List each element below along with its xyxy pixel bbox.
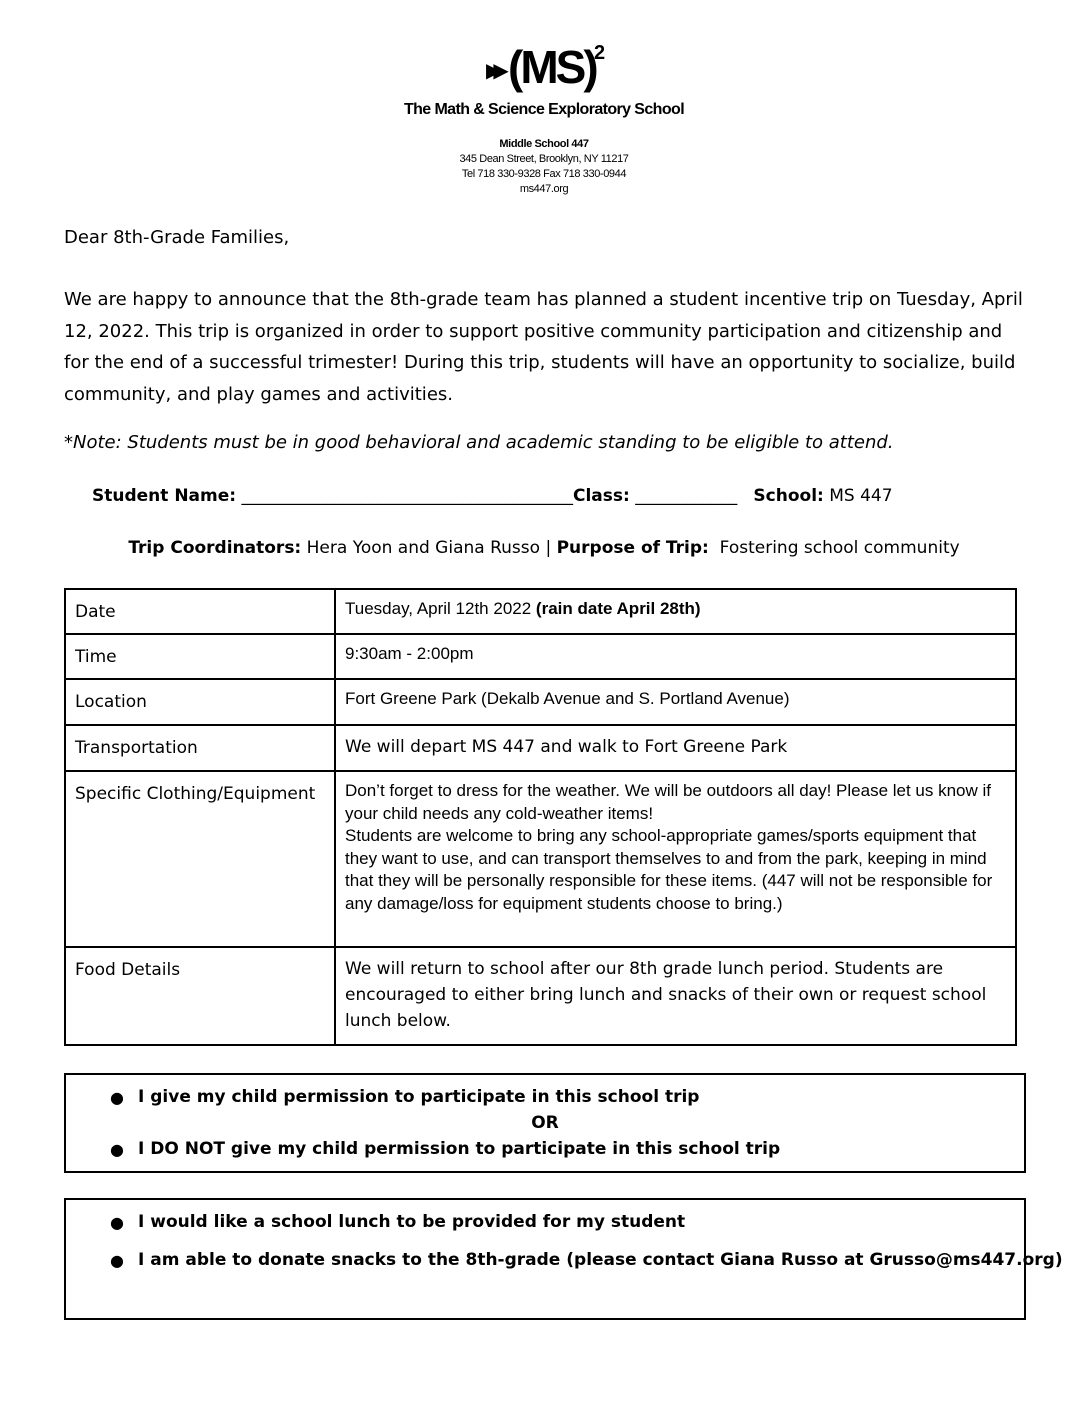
bullet-icon: ● xyxy=(110,1251,124,1270)
location-label: Location xyxy=(65,679,335,725)
transportation-label: Transportation xyxy=(65,725,335,771)
school-name: The Math & Science Exploratory School xyxy=(403,101,685,118)
school-lunch-option[interactable]: I would like a school lunch to be provided for my student xyxy=(138,1212,686,1232)
purpose-value: Fostering school community xyxy=(719,538,960,558)
logo-superscript: 2 xyxy=(594,42,606,64)
table-row xyxy=(65,947,1016,1045)
time-label: Time xyxy=(65,634,335,679)
trip-details-table xyxy=(64,588,1017,1046)
class-field[interactable]: ____________ xyxy=(635,486,738,506)
letter-greeting: Dear 8th-Grade Families, xyxy=(64,227,290,248)
school-logo xyxy=(486,40,616,100)
school-number: Middle School 447 xyxy=(499,138,589,150)
transportation-value: We will depart MS 447 and walk to Fort Greene Park xyxy=(335,725,1016,771)
food-label: Food Details xyxy=(65,947,335,1045)
date-value xyxy=(335,589,1016,634)
school-address: 345 Dean Street, Brooklyn, NY 11217 xyxy=(459,153,629,165)
purpose-label: Purpose of Trip: xyxy=(556,538,709,558)
date-label: Date xyxy=(65,589,335,634)
clothing-equipment-text: Students are welcome to bring any school-appropriate games/sports equipment that they want to use, and can transport themselves to and from the park, keeping in mind that they will be personally responsible for these items. (447 will not be responsible for any damage/loss for equipment students choose to bring.) xyxy=(345,826,993,913)
trip-info-line xyxy=(0,538,1088,558)
table-row xyxy=(65,634,1016,679)
coordinators-value: Hera Yoon and Giana Russo | xyxy=(306,538,552,558)
bullet-icon: ● xyxy=(110,1213,124,1232)
clothing-value xyxy=(335,771,1016,947)
permission-deny-option[interactable]: I DO NOT give my child permission to participate in this school trip xyxy=(138,1139,781,1159)
bullet-icon: ● xyxy=(110,1088,124,1107)
or-separator: OR xyxy=(531,1113,559,1133)
clothing-label: Specific Clothing/Equipment xyxy=(65,771,335,947)
eligibility-note: *Note: Students must be in good behavioral and academic standing to be eligible to attend. xyxy=(64,432,894,453)
lunch-box xyxy=(64,1198,1063,1320)
logo-text: (MS) xyxy=(508,41,596,93)
table-row xyxy=(65,771,1016,947)
class-label: Class: xyxy=(572,486,630,506)
student-name-label: Student Name: xyxy=(92,486,237,506)
date-text: Tuesday, April 12th 2022 xyxy=(345,599,532,618)
time-value: 9:30am - 2:00pm xyxy=(335,634,1016,679)
school-value: MS 447 xyxy=(829,486,893,506)
table-row xyxy=(65,679,1016,725)
school-phone-fax: Tel 718 330-9328 Fax 718 330-0944 xyxy=(461,168,627,180)
coordinators-label: Trip Coordinators: xyxy=(128,538,302,558)
permission-give-option[interactable]: I give my child permission to participate in this school trip xyxy=(138,1087,700,1107)
table-row xyxy=(65,725,1016,771)
location-value: Fort Greene Park (Dekalb Avenue and S. Portland Avenue) xyxy=(335,679,1016,725)
clothing-weather-text: Don’t forget to dress for the weather. We will be outdoors all day! Please let us know if your child needs any cold-weather items! xyxy=(345,781,992,823)
student-info-line xyxy=(92,486,893,506)
school-label: School: xyxy=(753,486,824,506)
food-value: We will return to school after our 8th grade lunch period. Students are encouraged to either bring lunch and snacks of their own or request school lunch below. xyxy=(335,947,1016,1045)
fast-forward-icon: ▶▶ xyxy=(486,58,501,82)
school-website: ms447.org xyxy=(519,183,569,195)
permission-box xyxy=(64,1073,1026,1173)
letter-body: We are happy to announce that the 8th-grade team has planned a student incentive trip on Tuesday, April 12, 2022. This trip is organized in order to support positive community participation and citizenship and for the end of a successful trimester! During this trip, students will have an opportunity to socialize, build community, and play games and activities. xyxy=(64,289,1023,405)
student-name-field[interactable]: _______________________________________ xyxy=(241,486,573,506)
rain-date: (rain date April 28th) xyxy=(535,599,701,618)
donate-snacks-option[interactable]: I am able to donate snacks to the 8th-grade (please contact Giana Russo at Grusso@ms447.org) xyxy=(138,1250,1063,1270)
bullet-icon: ● xyxy=(110,1140,124,1159)
table-row xyxy=(65,589,1016,634)
